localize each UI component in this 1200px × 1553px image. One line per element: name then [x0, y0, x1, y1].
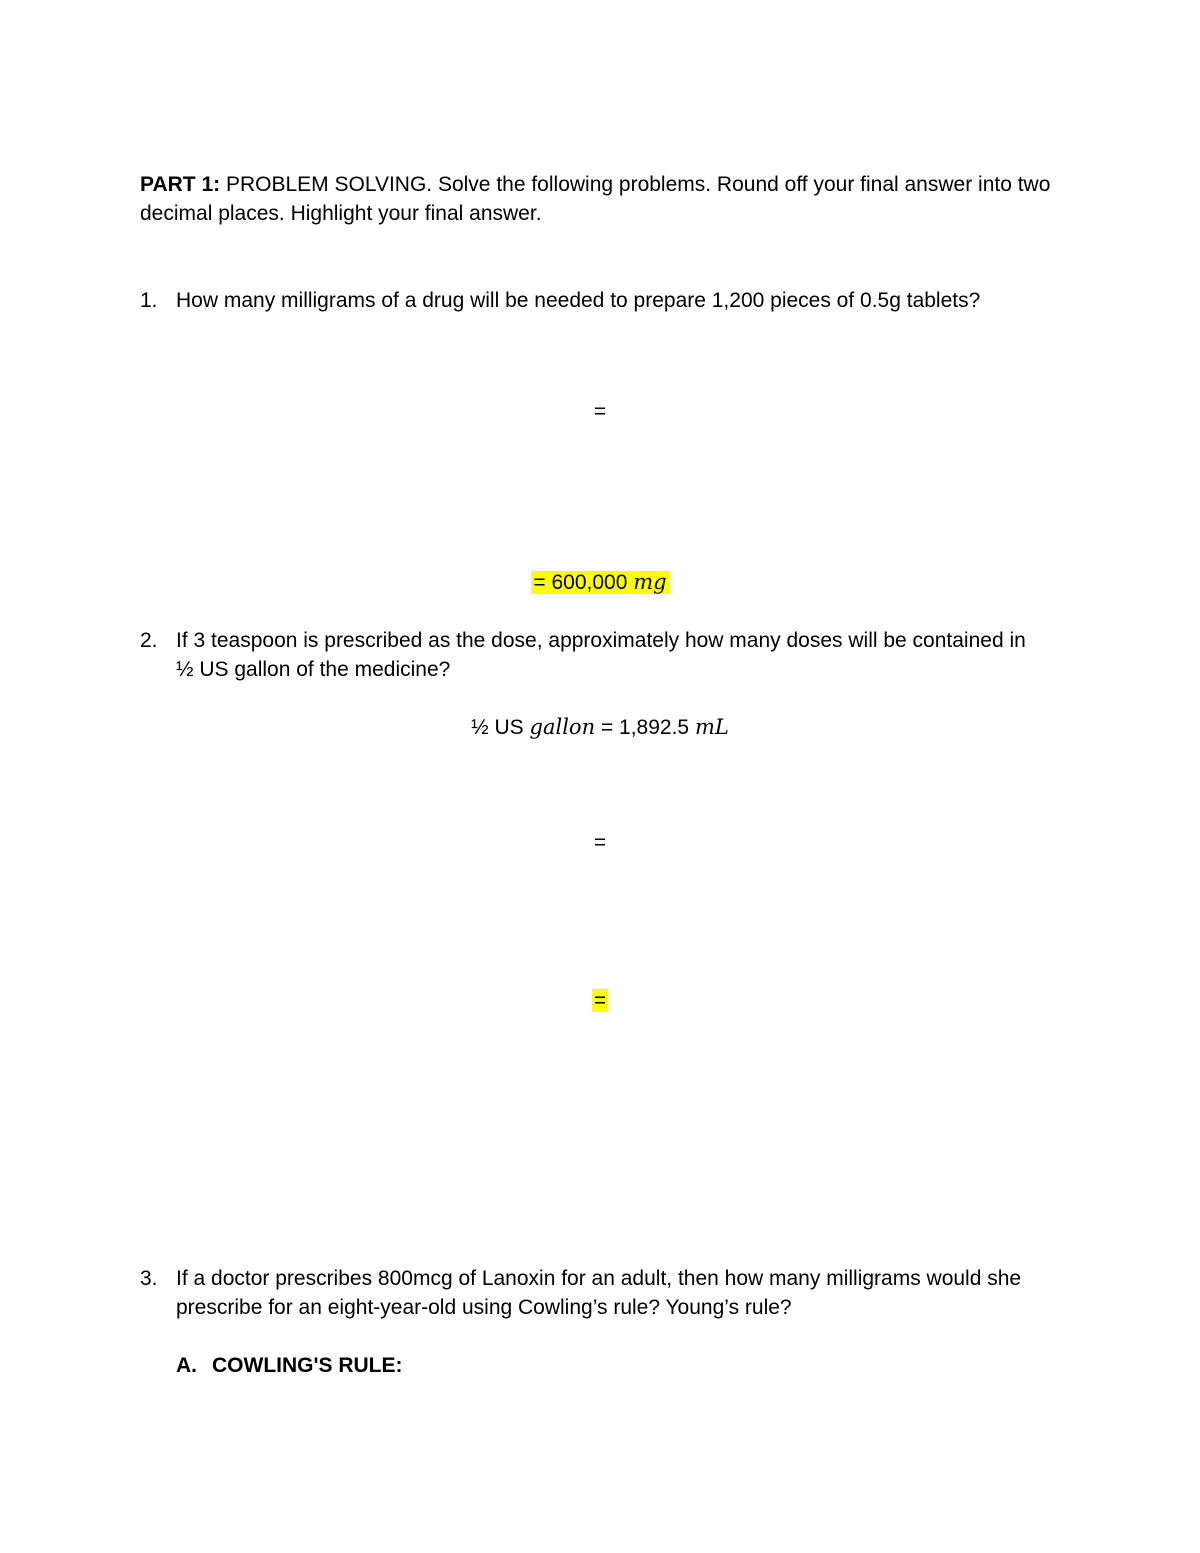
q3-number: 3.: [140, 1267, 158, 1290]
q1-answer-value: = 600,000: [533, 571, 634, 594]
part1-heading: PART 1:: [140, 173, 221, 196]
q2-conv-prefix: ½ US: [471, 716, 530, 739]
q2-equals: =: [593, 831, 607, 854]
q3-sub-a-title: COWLING'S RULE:: [212, 1354, 403, 1377]
q2-text-line2: ½ US gallon of the medicine?: [176, 658, 451, 681]
q2-conv-unit-gallon: gallon: [529, 715, 596, 739]
q1-equation: [0, 397, 1200, 426]
q1-answer-unit: mg: [633, 570, 667, 594]
q2-final-answer: =: [593, 989, 607, 1012]
part1-intro-line2: decimal places. Highlight your final answer.: [140, 202, 542, 225]
q1-text: How many milligrams of a drug will be needed to prepare 1,200 pieces of 0.5g tablets?: [176, 289, 981, 312]
q3-text-line1: If a doctor prescribes 800mcg of Lanoxin for an adult, then how many milligrams would she: [176, 1267, 1022, 1290]
part1-intro-text: PROBLEM SOLVING. Solve the following problems. Round off your final answer into two: [220, 173, 1051, 196]
q1-equals: =: [593, 400, 607, 423]
q2-conversion: [0, 713, 1200, 742]
q2-conv-value: = 1,892.5: [595, 716, 695, 739]
q2-number: 2.: [140, 629, 158, 652]
part1-intro-line1: [140, 170, 1050, 199]
q3-text-line2: prescribe for an eight-year-old using Cowling’s rule? Young’s rule?: [176, 1296, 792, 1319]
q3-sub-a-letter: A.: [176, 1354, 197, 1377]
q1-final-answer: [531, 571, 668, 594]
q1-number: 1.: [140, 289, 158, 312]
q2-equation: [0, 828, 1200, 857]
q2-answer-line: [0, 986, 1200, 1015]
q1-answer-line: [0, 568, 1200, 597]
q2-text-line1: If 3 teaspoon is prescribed as the dose, approximately how many doses will be contained in: [176, 629, 1026, 652]
q2-conv-unit-ml: mL: [694, 715, 729, 739]
